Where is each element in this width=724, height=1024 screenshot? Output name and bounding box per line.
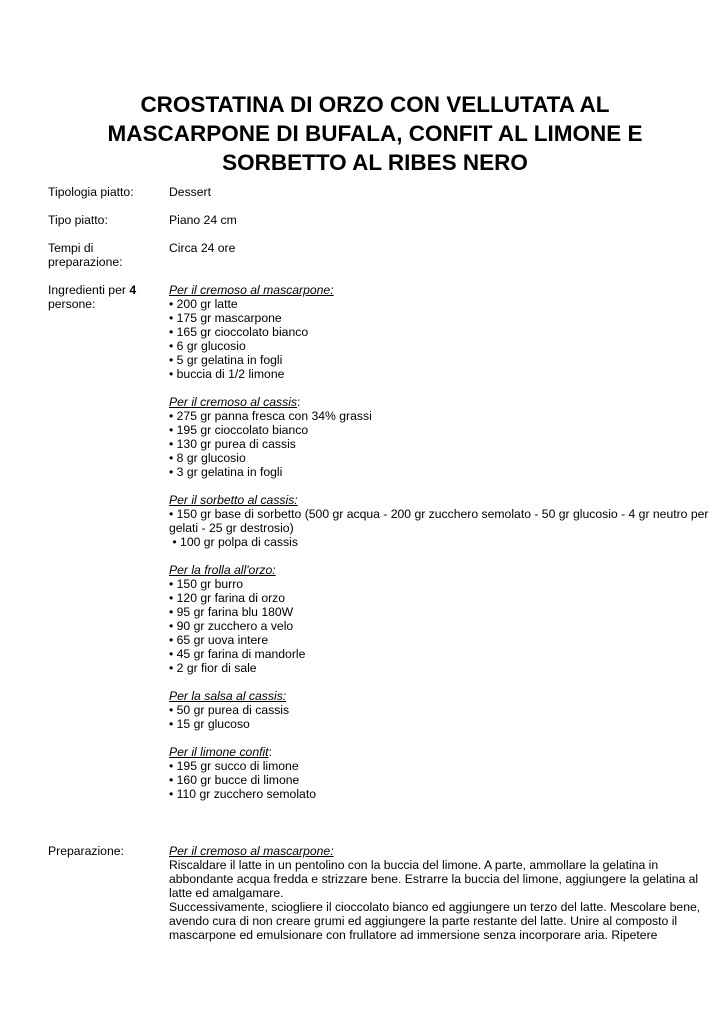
meta-label: Tipologia piatto:	[48, 185, 134, 199]
ingredient-item: • 5 gr gelatina in fogli	[169, 353, 283, 367]
ingredients-label-line: persone:	[48, 297, 96, 311]
ingredient-item: • 90 gr zucchero a velo	[169, 619, 294, 633]
ingredient-item: • 275 gr panna fresca con 34% grassi	[169, 409, 372, 423]
recipe-title	[60, 90, 690, 177]
title-line: MASCARPONE DI BUFALA, CONFIT AL LIMONE E	[107, 121, 643, 146]
preparation-text	[169, 844, 720, 942]
ingredient-item: • 50 gr purea di cassis	[169, 703, 290, 717]
ingredient-item: • 65 gr uova intere	[169, 633, 269, 647]
section-heading: Per il cremoso al mascarpone:	[169, 283, 334, 297]
ingredient-item: • 165 gr cioccolato bianco	[169, 325, 309, 339]
ingredient-item: • buccia di 1/2 limone	[169, 367, 285, 381]
preparation-line: abbondante acqua fredda e strizzare bene. Estrarre la buccia del limone, aggiungere la gelatina al	[169, 872, 699, 886]
ingredient-item-continued: gelati - 25 gr destrosio)	[169, 521, 294, 535]
title-line: CROSTATINA DI ORZO CON VELLUTATA AL	[140, 92, 610, 117]
ingredient-item: • 15 gr glucoso	[169, 717, 250, 731]
ingredient-item: • 3 gr gelatina in fogli	[169, 465, 283, 479]
section-heading-colon: :	[268, 745, 272, 759]
ingredient-section-cremoso-cassis	[169, 395, 720, 479]
ingredient-item: • 175 gr mascarpone	[169, 311, 282, 325]
meta-value: Dessert	[169, 185, 211, 199]
ingredient-item: • 150 gr base di sorbetto (500 gr acqua - 200 gr zucchero semolato - 50 gr glucosio - 4 gr neutro per	[169, 507, 709, 521]
ingredients-label	[48, 283, 163, 311]
ingredients-label-text: Ingredienti per	[48, 283, 130, 297]
ingredient-item: • 45 gr farina di mandorle	[169, 647, 306, 661]
preparation-line: avendo cura di non creare grumi ed aggiungere la parte restante del latte. Unire al composto il	[169, 914, 678, 928]
preparation-label: Preparazione:	[48, 844, 124, 858]
ingredient-section-limone-confit	[169, 745, 720, 801]
meta-label-line: preparazione:	[48, 255, 123, 269]
ingredient-item: • 2 gr fior di sale	[169, 661, 257, 675]
ingredients-list	[169, 283, 720, 815]
ingredient-item: • 130 gr purea di cassis	[169, 437, 296, 451]
servings-count: 4	[129, 283, 137, 297]
section-heading: Per il sorbetto al cassis:	[169, 493, 298, 507]
meta-label: Tipo piatto:	[48, 213, 108, 227]
ingredient-section-sorbetto	[169, 493, 720, 549]
ingredient-item: • 100 gr polpa di cassis	[169, 535, 298, 549]
section-heading: Per la salsa al cassis:	[169, 689, 287, 703]
section-heading-colon: :	[297, 395, 301, 409]
section-heading: Per il cremoso al cassis	[169, 395, 298, 409]
ingredient-section-cremoso-mascarpone	[169, 283, 720, 381]
ingredient-item: • 110 gr zucchero semolato	[169, 787, 316, 801]
preparation-line: mascarpone ed emulsionare con frullatore ad immersione senza incorporare aria. Ripetere	[169, 928, 658, 942]
preparation-line: latte ed amalgamare.	[169, 886, 284, 900]
preparation-line: Successivamente, sciogliere il cioccolato bianco ed aggiungere un terzo del latte. Mescolare bene,	[169, 900, 701, 914]
meta-label-line: Tempi di	[48, 241, 94, 255]
section-heading: Per la frolla all'orzo:	[169, 563, 276, 577]
ingredient-item: • 195 gr succo di limone	[169, 759, 299, 773]
ingredient-item: • 8 gr glucosio	[169, 451, 246, 465]
meta-value: Circa 24 ore	[169, 241, 236, 255]
section-heading: Per il cremoso al mascarpone:	[169, 844, 334, 858]
ingredient-item: • 200 gr latte	[169, 297, 238, 311]
ingredient-section-salsa	[169, 689, 720, 731]
meta-label	[48, 241, 163, 269]
ingredients-label-line	[48, 283, 163, 297]
ingredient-section-frolla	[169, 563, 720, 675]
ingredient-item: • 160 gr bucce di limone	[169, 773, 300, 787]
ingredient-item: • 120 gr farina di orzo	[169, 591, 286, 605]
title-line: SORBETTO AL RIBES NERO	[222, 150, 528, 175]
section-heading: Per il limone confit	[169, 745, 269, 759]
preparation-line: Riscaldare il latte in un pentolino con la buccia del limone. A parte, ammollare la gelatina in	[169, 858, 659, 872]
ingredient-item: • 95 gr farina blu 180W	[169, 605, 294, 619]
meta-value: Piano 24 cm	[169, 213, 237, 227]
ingredient-item: • 150 gr burro	[169, 577, 244, 591]
ingredient-item: • 195 gr cioccolato bianco	[169, 423, 309, 437]
ingredient-item: • 6 gr glucosio	[169, 339, 246, 353]
